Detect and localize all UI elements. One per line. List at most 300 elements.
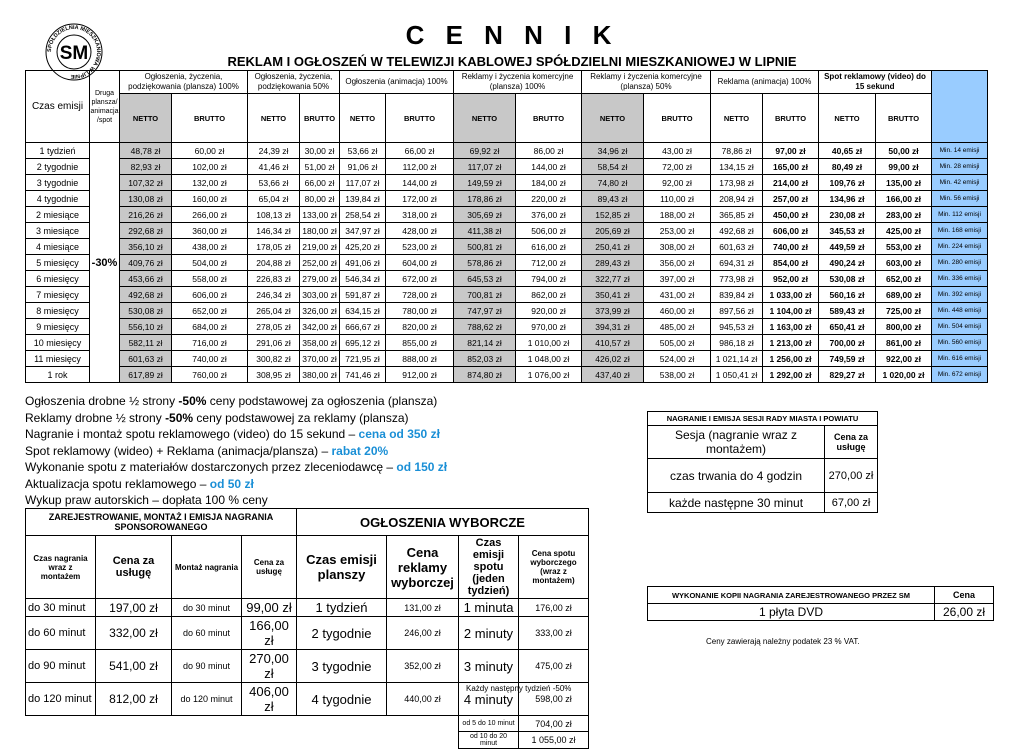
table-row — [26, 351, 988, 367]
zar-cell: 333,00 zł — [519, 617, 589, 650]
table-row — [26, 175, 988, 191]
price-cell: 426,02 zł — [582, 351, 644, 367]
session-row-label: czas trwania do 4 godzin — [648, 459, 825, 493]
price-cell: 616,00 zł — [516, 239, 582, 255]
price-cell: 99,00 zł — [876, 159, 932, 175]
price-cell: 230,08 zł — [819, 207, 876, 223]
price-cell: 582,11 zł — [120, 335, 172, 351]
note-header — [932, 71, 988, 143]
sponsored-title: ZAREJESTROWANIE, MONTAŻ I EMISJA NAGRANIA SPONSOROWANEGO — [26, 509, 297, 536]
note-bold: -50% — [165, 410, 194, 425]
price-cell: 53,66 zł — [340, 143, 386, 159]
zar-cell: 598,00 zł — [519, 683, 589, 716]
brutto-header: BRUTTO — [386, 94, 454, 143]
note-pre: Spot reklamowy (wideo) + Reklama (animacja/plansza) – — [25, 443, 332, 458]
price-cell: 820,00 zł — [386, 319, 454, 335]
note-pre: Wykonanie spotu z materiałów dostarczonych przez zleceniodawcę – — [25, 460, 397, 474]
zar-cell: do 30 minut — [172, 599, 242, 617]
table-row — [26, 223, 988, 239]
zar-cell: do 90 minut — [26, 650, 96, 683]
price-cell: 437,40 zł — [582, 367, 644, 383]
price-cell: 560,16 zł — [819, 287, 876, 303]
page-title: C E N N I K — [405, 20, 619, 50]
price-cell: 40,65 zł — [819, 143, 876, 159]
price-cell: 253,00 zł — [644, 223, 711, 239]
zar-cell: 4 minuty — [459, 683, 519, 716]
netto-header: NETTO — [248, 94, 300, 143]
price-cell: 219,00 zł — [300, 239, 340, 255]
price-cell: 601,63 zł — [120, 351, 172, 367]
price-cell: 741,46 zł — [340, 367, 386, 383]
price-cell: 1 104,00 zł — [763, 303, 819, 319]
price-cell: 80,00 zł — [300, 191, 340, 207]
session-title: NAGRANIE I EMISJA SESJI RADY MIASTA I POWIATU — [648, 412, 878, 426]
price-cell: 66,00 zł — [300, 175, 340, 191]
price-cell: 530,08 zł — [120, 303, 172, 319]
price-cell: 279,00 zł — [300, 271, 340, 287]
price-cell: 553,00 zł — [876, 239, 932, 255]
spacer-cell — [26, 732, 459, 749]
zar-cell: 352,00 zł — [387, 650, 459, 683]
price-cell: 72,00 zł — [644, 159, 711, 175]
price-cell: 449,59 zł — [819, 239, 876, 255]
group-header: Reklamy i życzenia komercyjne (plansza) 100% — [454, 71, 582, 94]
price-cell: 144,00 zł — [386, 175, 454, 191]
note-post: ceny podstawowej za ogłoszenia (plansza) — [206, 394, 438, 408]
price-cell: 829,27 zł — [819, 367, 876, 383]
price-cell: 358,00 zł — [300, 335, 340, 351]
group-header: Ogłoszenia, życzenia, podziękowania 50% — [248, 71, 340, 94]
price-cell: 82,93 zł — [120, 159, 172, 175]
period-label: 6 miesięcy — [26, 271, 90, 287]
price-cell: 700,00 zł — [819, 335, 876, 351]
price-cell: 538,00 zł — [644, 367, 711, 383]
price-cell: 606,00 zł — [763, 223, 819, 239]
price-cell: 694,31 zł — [711, 255, 763, 271]
price-cell: 1 050,41 zł — [711, 367, 763, 383]
period-label: 8 miesięcy — [26, 303, 90, 319]
price-cell: 365,85 zł — [711, 207, 763, 223]
group-header: Reklama (animacja) 100% — [711, 71, 819, 94]
period-label: 9 miesięcy — [26, 319, 90, 335]
price-cell: 92,00 zł — [644, 175, 711, 191]
price-cell: 920,00 zł — [516, 303, 582, 319]
price-cell: 53,66 zł — [248, 175, 300, 191]
price-cell: 220,00 zł — [516, 191, 582, 207]
price-cell: 110,00 zł — [644, 191, 711, 207]
period-label: 1 tydzień — [26, 143, 90, 159]
note-line — [25, 410, 447, 427]
price-cell: 172,00 zł — [386, 191, 454, 207]
price-cell: 852,03 zł — [454, 351, 516, 367]
zar-cell: do 60 minut — [172, 617, 242, 650]
zar-cell: 166,00 zł — [242, 617, 297, 650]
session-col2: Cena za usługę — [825, 426, 878, 459]
price-cell: 728,00 zł — [386, 287, 454, 303]
period-label: 3 miesiące — [26, 223, 90, 239]
price-cell: 283,00 zł — [876, 207, 932, 223]
price-cell: 370,00 zł — [300, 351, 340, 367]
price-cell: 773,98 zł — [711, 271, 763, 287]
price-cell: 589,43 zł — [819, 303, 876, 319]
session-row-label: każde następne 30 minut — [648, 493, 825, 513]
column-header: Montaż nagrania — [172, 536, 242, 599]
price-cell: 135,00 zł — [876, 175, 932, 191]
table-row — [26, 191, 988, 207]
group-header: Ogłoszenia, życzenia, podziękowania (plansza) 100% — [120, 71, 248, 94]
price-cell: 102,00 zł — [172, 159, 248, 175]
price-table — [25, 70, 988, 383]
price-cell: 431,00 zł — [644, 287, 711, 303]
price-cell: 839,84 zł — [711, 287, 763, 303]
min-emissions: Min. 224 emisji — [932, 239, 988, 255]
price-cell: 530,08 zł — [819, 271, 876, 287]
price-cell: 460,00 zł — [644, 303, 711, 319]
price-cell: 322,77 zł — [582, 271, 644, 287]
copy-item: 1 płyta DVD — [648, 604, 935, 621]
zar-cell: do 120 minut — [172, 683, 242, 716]
price-cell: 258,54 zł — [340, 207, 386, 223]
price-cell: 41,46 zł — [248, 159, 300, 175]
price-cell: 208,94 zł — [711, 191, 763, 207]
discount-cell: -30% — [90, 143, 120, 383]
price-cell: 300,82 zł — [248, 351, 300, 367]
table-row — [26, 650, 589, 683]
brutto-header: BRUTTO — [300, 94, 340, 143]
min-emissions: Min. 336 emisji — [932, 271, 988, 287]
price-cell: 425,00 zł — [876, 223, 932, 239]
price-cell: 291,06 zł — [248, 335, 300, 351]
price-cell: 523,00 zł — [386, 239, 454, 255]
price-cell: 666,67 zł — [340, 319, 386, 335]
table-row — [26, 335, 988, 351]
price-cell: 86,00 zł — [516, 143, 582, 159]
session-table — [647, 411, 878, 513]
price-cell: 109,76 zł — [819, 175, 876, 191]
price-cell: 342,00 zł — [300, 319, 340, 335]
price-cell: 888,00 zł — [386, 351, 454, 367]
price-cell: 450,00 zł — [763, 207, 819, 223]
table-row — [26, 271, 988, 287]
price-cell: 952,00 zł — [763, 271, 819, 287]
extra-price: 1 055,00 zł — [519, 732, 589, 749]
price-cell: 1 256,00 zł — [763, 351, 819, 367]
column-header: Czas nagrania wraz z montażem — [26, 536, 96, 599]
price-cell: 1 021,14 zł — [711, 351, 763, 367]
session-col1: Sesja (nagranie wraz z montażem) — [648, 426, 825, 459]
logo-ring-text: SPÓŁDZIELNIA MIESZKANIOWA W LIPNIE — [46, 24, 102, 80]
price-cell: 788,62 zł — [454, 319, 516, 335]
price-cell: 986,18 zł — [711, 335, 763, 351]
price-cell: 318,00 zł — [386, 207, 454, 223]
page-subtitle: REKLAM I OGŁOSZEŃ W TELEWIZJI KABLOWEJ SPÓŁDZIELNI MIESZKANIOWEJ W LIPNIE — [227, 54, 797, 69]
price-cell: 504,00 zł — [172, 255, 248, 271]
price-cell: 252,00 zł — [300, 255, 340, 271]
copy-price-header: Cena — [935, 587, 994, 604]
price-cell: 725,00 zł — [876, 303, 932, 319]
group-header: Reklamy i życzenia komercyjne (plansza) 50% — [582, 71, 711, 94]
brutto-header: BRUTTO — [876, 94, 932, 143]
notes-list — [25, 393, 447, 509]
price-cell: 257,00 zł — [763, 191, 819, 207]
min-emissions: Min. 112 emisji — [932, 207, 988, 223]
price-cell: 800,00 zł — [876, 319, 932, 335]
price-cell: 347,97 zł — [340, 223, 386, 239]
price-cell: 152,85 zł — [582, 207, 644, 223]
table-row — [26, 239, 988, 255]
group-header: Ogłoszenia (animacja) 100% — [340, 71, 454, 94]
price-cell: 345,53 zł — [819, 223, 876, 239]
price-cell: 425,20 zł — [340, 239, 386, 255]
next-week-note: Każdy następny tydzień -50% — [466, 684, 572, 693]
brutto-header: BRUTTO — [763, 94, 819, 143]
price-cell: 1 076,00 zł — [516, 367, 582, 383]
price-cell: 794,00 zł — [516, 271, 582, 287]
table-row — [26, 303, 988, 319]
zar-cell: 812,00 zł — [96, 683, 172, 716]
price-cell: 684,00 zł — [172, 319, 248, 335]
table-row — [26, 599, 589, 617]
price-cell: 897,56 zł — [711, 303, 763, 319]
price-cell: 603,00 zł — [876, 255, 932, 271]
zar-cell: 1 minuta — [459, 599, 519, 617]
netto-header: NETTO — [454, 94, 516, 143]
price-cell: 216,26 zł — [120, 207, 172, 223]
price-cell: 505,00 zł — [644, 335, 711, 351]
price-cell: 292,68 zł — [120, 223, 172, 239]
price-cell: 604,00 zł — [386, 255, 454, 271]
price-cell: 591,87 zł — [340, 287, 386, 303]
price-cell: 350,41 zł — [582, 287, 644, 303]
min-emissions: Min. 14 emisji — [932, 143, 988, 159]
price-cell: 188,00 zł — [644, 207, 711, 223]
price-cell: 428,00 zł — [386, 223, 454, 239]
price-cell: 78,86 zł — [711, 143, 763, 159]
price-cell: 246,34 zł — [248, 287, 300, 303]
zar-cell: do 120 minut — [26, 683, 96, 716]
copy-price: 26,00 zł — [935, 604, 994, 621]
note-pre: Aktualizacja spotu reklamowego – — [25, 476, 210, 491]
extra-time: od 10 do 20 minut — [459, 732, 519, 749]
price-cell: 652,00 zł — [876, 271, 932, 287]
price-cell: 394,31 zł — [582, 319, 644, 335]
price-cell: 652,00 zł — [172, 303, 248, 319]
price-cell: 740,00 zł — [172, 351, 248, 367]
zar-cell: 2 tygodnie — [297, 617, 387, 650]
price-cell: 80,49 zł — [819, 159, 876, 175]
extra-time: od 5 do 10 minut — [459, 716, 519, 732]
price-cell: 308,00 zł — [644, 239, 711, 255]
price-cell: 453,66 zł — [120, 271, 172, 287]
price-cell: 278,05 zł — [248, 319, 300, 335]
min-emissions: Min. 672 emisji — [932, 367, 988, 383]
price-cell: 134,15 zł — [711, 159, 763, 175]
table-row — [26, 287, 988, 303]
price-cell: 214,00 zł — [763, 175, 819, 191]
price-cell: 117,07 zł — [340, 175, 386, 191]
min-emissions: Min. 560 emisji — [932, 335, 988, 351]
price-cell: 112,00 zł — [386, 159, 454, 175]
price-cell: 645,53 zł — [454, 271, 516, 287]
note-line — [25, 459, 447, 476]
min-emissions: Min. 504 emisji — [932, 319, 988, 335]
note-line — [25, 426, 447, 443]
table-row — [26, 159, 988, 175]
period-label: 3 tygodnie — [26, 175, 90, 191]
price-cell: 48,78 zł — [120, 143, 172, 159]
price-cell: 166,00 zł — [876, 191, 932, 207]
price-cell: 133,00 zł — [300, 207, 340, 223]
note-pre: Reklamy drobne ½ strony — [25, 410, 166, 425]
table-row — [26, 255, 988, 271]
price-cell: 134,96 zł — [819, 191, 876, 207]
netto-header: NETTO — [711, 94, 763, 143]
price-cell: 712,00 zł — [516, 255, 582, 271]
zar-cell: 3 tygodnie — [297, 650, 387, 683]
period-label: 10 miesięcy — [26, 335, 90, 351]
price-cell: 173,98 zł — [711, 175, 763, 191]
group-header: Spot reklamowy (video) do 15 sekund — [819, 71, 932, 94]
price-cell: 492,68 zł — [711, 223, 763, 239]
price-cell: 438,00 zł — [172, 239, 248, 255]
note-line — [25, 476, 447, 493]
price-cell: 760,00 zł — [172, 367, 248, 383]
column-header: Cena reklamy wyborczej — [387, 536, 459, 599]
price-cell: 326,00 zł — [300, 303, 340, 319]
price-cell: 716,00 zł — [172, 335, 248, 351]
price-cell: 912,00 zł — [386, 367, 454, 383]
period-label: 2 miesiące — [26, 207, 90, 223]
price-cell: 1 010,00 zł — [516, 335, 582, 351]
price-cell: 695,12 zł — [340, 335, 386, 351]
min-emissions: Min. 42 emisji — [932, 175, 988, 191]
min-emissions: Min. 168 emisji — [932, 223, 988, 239]
session-row-price: 67,00 zł — [825, 493, 878, 513]
price-cell: 139,84 zł — [340, 191, 386, 207]
price-cell: 58,54 zł — [582, 159, 644, 175]
copy-table — [647, 586, 994, 621]
second-item-header: Druga plansza/ animacja /spot — [90, 71, 120, 143]
price-cell: 107,32 zł — [120, 175, 172, 191]
session-row-price: 270,00 zł — [825, 459, 878, 493]
price-cell: 305,69 zł — [454, 207, 516, 223]
price-cell: 226,83 zł — [248, 271, 300, 287]
price-cell: 922,00 zł — [876, 351, 932, 367]
price-cell: 780,00 zł — [386, 303, 454, 319]
period-label: 11 miesięcy — [26, 351, 90, 367]
netto-header: NETTO — [819, 94, 876, 143]
price-cell: 180,00 zł — [300, 223, 340, 239]
table-row — [26, 207, 988, 223]
price-cell: 689,00 zł — [876, 287, 932, 303]
price-cell: 66,00 zł — [386, 143, 454, 159]
price-cell: 360,00 zł — [172, 223, 248, 239]
min-emissions: Min. 56 emisji — [932, 191, 988, 207]
zar-cell: 4 tygodnie — [297, 683, 387, 716]
zar-cell: 131,00 zł — [387, 599, 459, 617]
price-cell: 89,43 zł — [582, 191, 644, 207]
price-cell: 485,00 zł — [644, 319, 711, 335]
price-cell: 700,81 zł — [454, 287, 516, 303]
price-cell: 524,00 zł — [644, 351, 711, 367]
price-cell: 747,97 zł — [454, 303, 516, 319]
price-cell: 492,68 zł — [120, 287, 172, 303]
price-cell: 60,00 zł — [172, 143, 248, 159]
note-line — [25, 443, 447, 460]
price-cell: 397,00 zł — [644, 271, 711, 287]
price-cell: 132,00 zł — [172, 175, 248, 191]
zar-cell: 3 minuty — [459, 650, 519, 683]
price-cell: 308,95 zł — [248, 367, 300, 383]
price-cell: 43,00 zł — [644, 143, 711, 159]
price-cell: 289,43 zł — [582, 255, 644, 271]
price-cell: 1 020,00 zł — [876, 367, 932, 383]
period-label: 4 miesiące — [26, 239, 90, 255]
price-cell: 97,00 zł — [763, 143, 819, 159]
note-line — [25, 393, 447, 410]
price-cell: 411,38 zł — [454, 223, 516, 239]
price-cell: 862,00 zł — [516, 287, 582, 303]
price-cell: 409,76 zł — [120, 255, 172, 271]
price-cell: 861,00 zł — [876, 335, 932, 351]
price-cell: 165,00 zł — [763, 159, 819, 175]
logo-mark: SM — [59, 43, 89, 64]
netto-header: NETTO — [340, 94, 386, 143]
price-cell: 30,00 zł — [300, 143, 340, 159]
price-cell: 1 033,00 zł — [763, 287, 819, 303]
extra-price: 704,00 zł — [519, 716, 589, 732]
price-cell: 1 292,00 zł — [763, 367, 819, 383]
corner-header: Czas emisji — [26, 71, 90, 143]
column-header: Czas emisji planszy — [297, 536, 387, 599]
min-emissions: Min. 280 emisji — [932, 255, 988, 271]
price-cell: 51,00 zł — [300, 159, 340, 175]
note-post: ceny podstawowej za reklamy (plansza) — [193, 410, 409, 425]
price-cell: 130,08 zł — [120, 191, 172, 207]
price-cell: 740,00 zł — [763, 239, 819, 255]
price-cell: 874,80 zł — [454, 367, 516, 383]
table-row — [26, 319, 988, 335]
zar-cell: do 60 minut — [26, 617, 96, 650]
price-cell: 556,10 zł — [120, 319, 172, 335]
table-row — [26, 143, 988, 159]
column-header: Czas emisji spotu (jeden tydzień) — [459, 536, 519, 599]
zar-cell: 541,00 zł — [96, 650, 172, 683]
vat-note: Ceny zawierają należny podatek 23 % VAT. — [706, 637, 860, 646]
price-cell: 1 048,00 zł — [516, 351, 582, 367]
price-cell: 34,96 zł — [582, 143, 644, 159]
brutto-header: BRUTTO — [172, 94, 248, 143]
price-cell: 65,04 zł — [248, 191, 300, 207]
netto-header: NETTO — [120, 94, 172, 143]
note-hl: od 150 zł — [396, 460, 448, 474]
price-cell: 617,89 zł — [120, 367, 172, 383]
zar-cell: 270,00 zł — [242, 650, 297, 683]
price-cell: 558,00 zł — [172, 271, 248, 287]
zar-cell: 2 minuty — [459, 617, 519, 650]
min-emissions: Min. 616 emisji — [932, 351, 988, 367]
zar-cell: 197,00 zł — [96, 599, 172, 617]
price-cell: 160,00 zł — [172, 191, 248, 207]
price-cell: 178,86 zł — [454, 191, 516, 207]
zar-cell: do 90 minut — [172, 650, 242, 683]
price-cell: 184,00 zł — [516, 175, 582, 191]
price-cell: 721,95 zł — [340, 351, 386, 367]
period-label: 4 tygodnie — [26, 191, 90, 207]
price-cell: 1 213,00 zł — [763, 335, 819, 351]
table-row — [26, 367, 988, 383]
note-pre: Nagranie i montaż spotu reklamowego (video) do 15 sekund – — [25, 427, 359, 441]
